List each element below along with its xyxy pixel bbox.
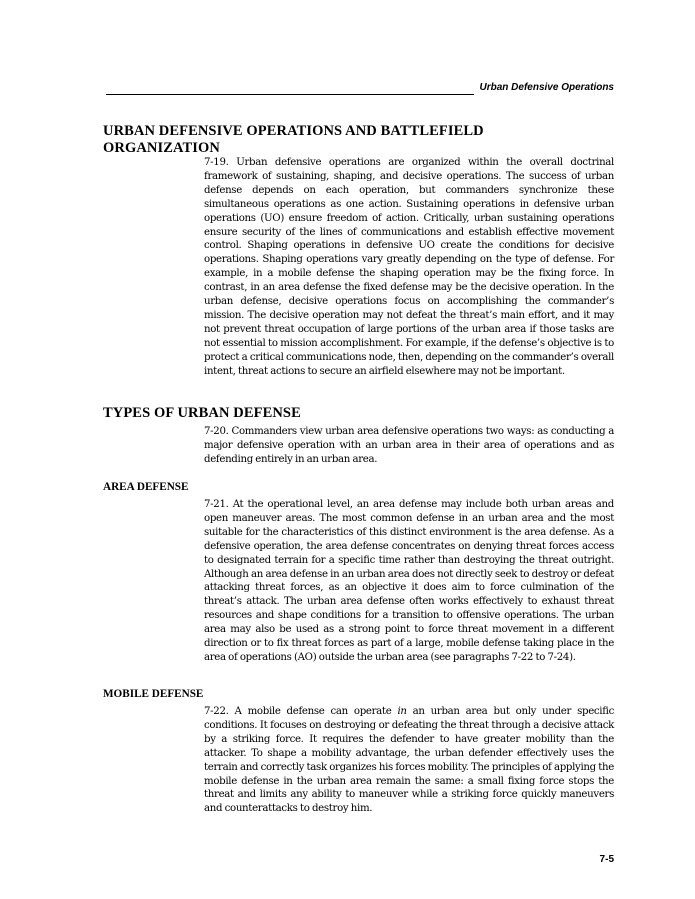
subheading-mobile-defense: MOBILE DEFENSE [103, 688, 204, 700]
running-header [106, 81, 614, 95]
paragraph-7-22 [204, 705, 614, 816]
paragraph-7-22-text-end: an urban area but only under specific conditions. It focuses on destroying or defeating the threat through a decisive attack by a striking force. It requires the defender to have greater mobility than the attacker. To shape a mobility advantage, the urban defender effectively uses the terrain and correctly task organizes his forces mobility. The principles of applying the mobile defense in the urban area remain the same: a small fixing force stops the threat and limits any ability to maneuver while a striking force quickly maneuvers and counterattacks to destroy him. [204, 706, 614, 815]
section-heading-battlefield-organization: URBAN DEFENSIVE OPERATIONS AND BATTLEFIELD ORGANIZATION [103, 123, 484, 156]
paragraph-7-22-text-start: 7-22. A mobile defense can operate [204, 706, 398, 717]
page-number: 7-5 [599, 854, 614, 865]
paragraph-7-19 [204, 156, 614, 379]
paragraph-7-20 [204, 425, 614, 467]
header-rule [106, 94, 474, 95]
subheading-area-defense: AREA DEFENSE [103, 481, 189, 493]
paragraph-7-22-emphasis: in [397, 706, 407, 717]
paragraph-7-20-text: 7-20. Commanders view urban area defensive operations two ways: as conducting a major defensive operation with an urban area in their area of operations and as defending entirely in an urban area. [204, 426, 614, 465]
paragraph-7-21 [204, 498, 614, 665]
section-heading-types-of-urban-defense: TYPES OF URBAN DEFENSE [103, 405, 301, 421]
running-header-title: Urban Defensive Operations [479, 82, 614, 93]
paragraph-7-21-text: 7-21. At the operational level, an area defense may include both urban areas and open maneuver areas. The most common defense in an urban area and the most suitable for the characteristics of this distinct environment is the area defense. As a defensive operation, the area defense concentrates on denying threat forces access to designated terrain for a specific time rather than destroying the threat outright. Although an area defense in an urban area does not directly seek to destroy or defeat attacking threat forces, as an objective it does aim to force culmination of the threat’s attack. The urban area defense often works effectively to exhaust threat resources and shape conditions for a transition to offensive operations. The urban area may also be used as a strong point to force threat movement in a different direction or to fix threat forces as part of a large, mobile defense taking place in the area of operations (AO) outside the urban area (see paragraphs 7-22 to 7-24). [204, 499, 614, 663]
paragraph-7-19-text: 7-19. Urban defensive operations are organized within the overall doctrinal framework of sustaining, shaping, and decisive operations. The success of urban defense depends on each operation, but commanders synchronize these simultaneous operations as one action. Sustaining operations in defensive urban operations (UO) ensure freedom of action. Critically, urban sustaining operations ensure security of the lines of communications and establish effective movement control. Shaping operations in defensive UO create the conditions for decisive operations. Shaping operations vary greatly depending on the type of defense. For example, in a mobile defense the shaping operation may be the fixing force. In contrast, in an area defense the fixed defense may be the decisive operation. In the urban defense, decisive operations focus on accomplishing the commander’s mission. The decisive operation may not defeat the threat’s main effort, and it may not prevent threat occupation of large portions of the urban area if those tasks are not essential to mission accomplishment. For example, if the defense’s objective is to protect a critical communications node, then, depending on the commander’s overall intent, threat actions to secure an airfield elsewhere may not be important. [204, 157, 614, 377]
